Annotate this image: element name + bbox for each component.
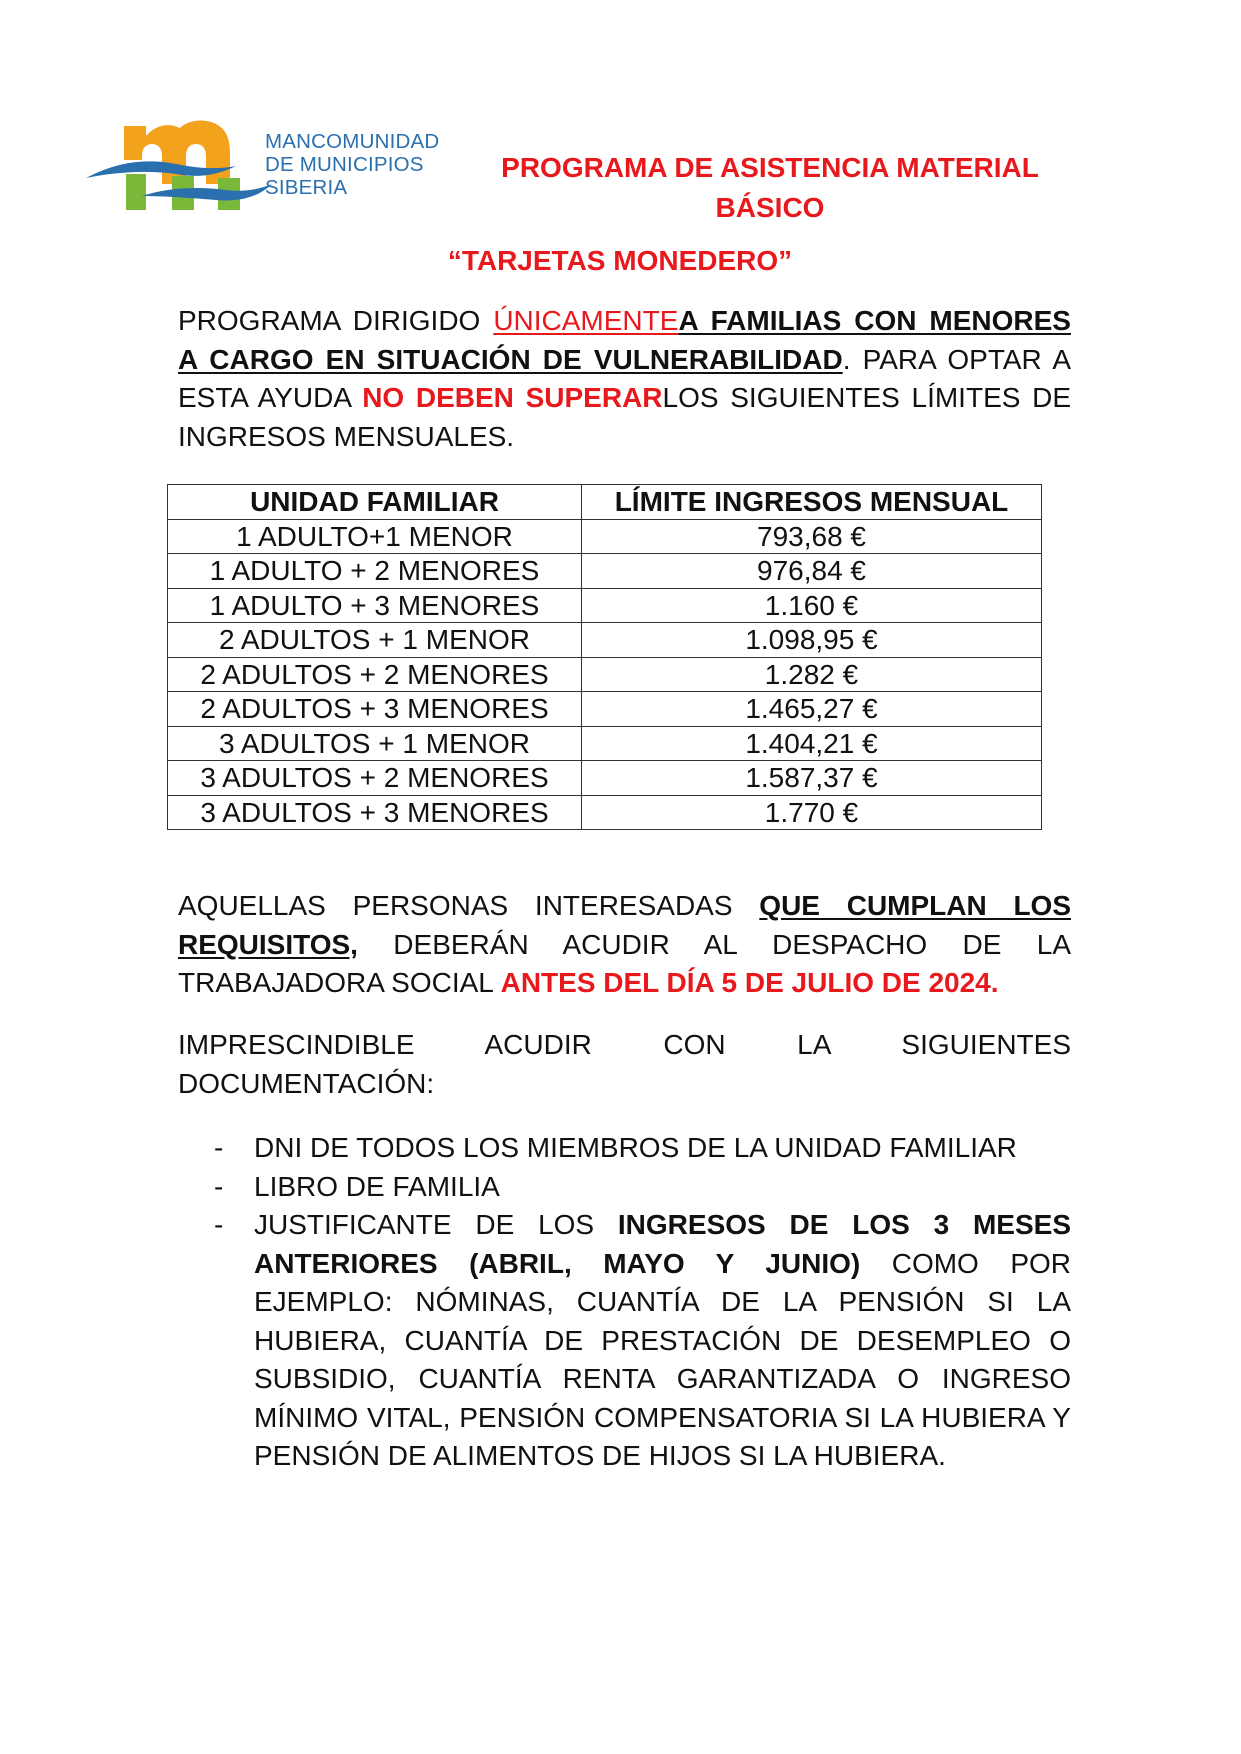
document-item-text: COMO POR EJEMPLO: NÓMINAS, CUANTÍA DE LA PENSIÓN SI LA HUBIERA, CUANTÍA DE PRESTACIÓN DE DESEMPLEO O SUBSIDIO, CUANTÍA RENTA GARANTIZADA O INGRESO MÍNIMO VITAL, PENSIÓN COMPENSATORIA SI LA HUBIERA Y PENSIÓN DE ALIMENTOS DE HIJOS SI LA HUBIERA. [254, 1247, 1071, 1471]
list-item [210, 1129, 1071, 1168]
requirements-text: AQUELLAS PERSONAS INTERESADAS [178, 890, 760, 921]
income-limit-cell: 1.770 € [582, 795, 1042, 830]
logo-line: MANCOMUNIDAD [265, 130, 440, 153]
income-limit-cell: 793,68 € [582, 519, 1042, 554]
requirements-paragraph [178, 887, 1071, 1003]
list-item [210, 1168, 1071, 1207]
income-limit-cell: 1.404,21 € [582, 726, 1042, 761]
income-limit-cell: 976,84 € [582, 554, 1042, 589]
table-row [168, 588, 1042, 623]
table-row [168, 692, 1042, 727]
table-row [168, 726, 1042, 761]
intro-text: . PARA OPTAR A ESTA AYUDA [178, 343, 1071, 413]
logo-text [265, 130, 475, 199]
income-limit-cell: 1.160 € [582, 588, 1042, 623]
requirements-emphasis: QUE CUMPLAN LOS REQUISITOS, [178, 890, 1072, 960]
document-item-text: JUSTIFICANTE DE LOS [254, 1209, 618, 1240]
family-unit-cell: 1 ADULTO + 3 MENORES [168, 588, 582, 623]
title-line-2: BÁSICO [715, 192, 825, 223]
table-row [168, 554, 1042, 589]
table-row [168, 795, 1042, 830]
table-row [168, 623, 1042, 658]
income-limit-cell: 1.587,37 € [582, 761, 1042, 796]
list-item [210, 1206, 1071, 1476]
logo-line: SIBERIA [265, 176, 348, 199]
intro-paragraph [178, 302, 1071, 456]
document-subtitle: “TARJETAS MONEDERO” [447, 245, 793, 276]
family-unit-cell: 2 ADULTOS + 1 MENOR [168, 623, 582, 658]
document-title [470, 148, 1070, 228]
requirements-text: DEBERÁN ACUDIR AL DESPACHO DE LA TRABAJADORA SOCIAL [178, 928, 1071, 998]
income-limit-cell: 1.465,27 € [582, 692, 1042, 727]
family-unit-cell: 2 ADULTOS + 2 MENORES [168, 657, 582, 692]
table-header-income-limit: LÍMITE INGRESOS MENSUAL [582, 485, 1042, 520]
family-unit-cell: 1 ADULTO + 2 MENORES [168, 554, 582, 589]
table-row [168, 519, 1042, 554]
table-row [168, 761, 1042, 796]
required-documents-list [210, 1129, 1071, 1476]
table-header-family-unit: UNIDAD FAMILIAR [168, 485, 582, 520]
family-unit-cell: 3 ADULTOS + 3 MENORES [168, 795, 582, 830]
family-unit-cell: 1 ADULTO+1 MENOR [168, 519, 582, 554]
income-limit-cell: 1.098,95 € [582, 623, 1042, 658]
intro-target-group: A FAMILIAS CON MENORES A CARGO EN SITUACIÓN DE VULNERABILIDAD [178, 305, 1071, 375]
family-unit-cell: 3 ADULTOS + 2 MENORES [168, 761, 582, 796]
document-item-text: LIBRO DE FAMILIA [254, 1170, 500, 1202]
document-item-text: DNI DE TODOS LOS MIEMBROS DE LA UNIDAD FAMILIAR [254, 1132, 1017, 1163]
family-unit-cell: 3 ADULTOS + 1 MENOR [168, 726, 582, 761]
table-row [168, 657, 1042, 692]
logo-line: DE MUNICIPIOS [265, 153, 424, 176]
income-limits-table [167, 484, 1042, 830]
income-limit-cell: 1.282 € [582, 657, 1042, 692]
document-item-emphasis: INGRESOS DE LOS 3 MESES ANTERIORES (ABRIL, MAYO Y JUNIO) [254, 1209, 1071, 1279]
intro-emphasis-only: ÚNICAMENTE [493, 305, 679, 336]
documentation-intro: IMPRESCINDIBLE ACUDIR CON LA SIGUIENTES DOCUMENTACIÓN: [178, 1029, 1071, 1099]
title-line-1: PROGRAMA DE ASISTENCIA MATERIAL [501, 152, 1039, 183]
intro-text: LOS SIGUIENTES LÍMITES DE INGRESOS MENSUALES. [178, 382, 1072, 452]
mancomunidad-logo-icon [86, 118, 276, 218]
intro-limit-warning: NO DEBEN SUPERAR [362, 382, 663, 413]
family-unit-cell: 2 ADULTOS + 3 MENORES [168, 692, 582, 727]
table-header-row [168, 485, 1042, 520]
deadline-text: ANTES DEL DÍA 5 DE JULIO DE 2024. [500, 967, 999, 998]
intro-text: PROGRAMA DIRIGIDO [178, 305, 494, 336]
